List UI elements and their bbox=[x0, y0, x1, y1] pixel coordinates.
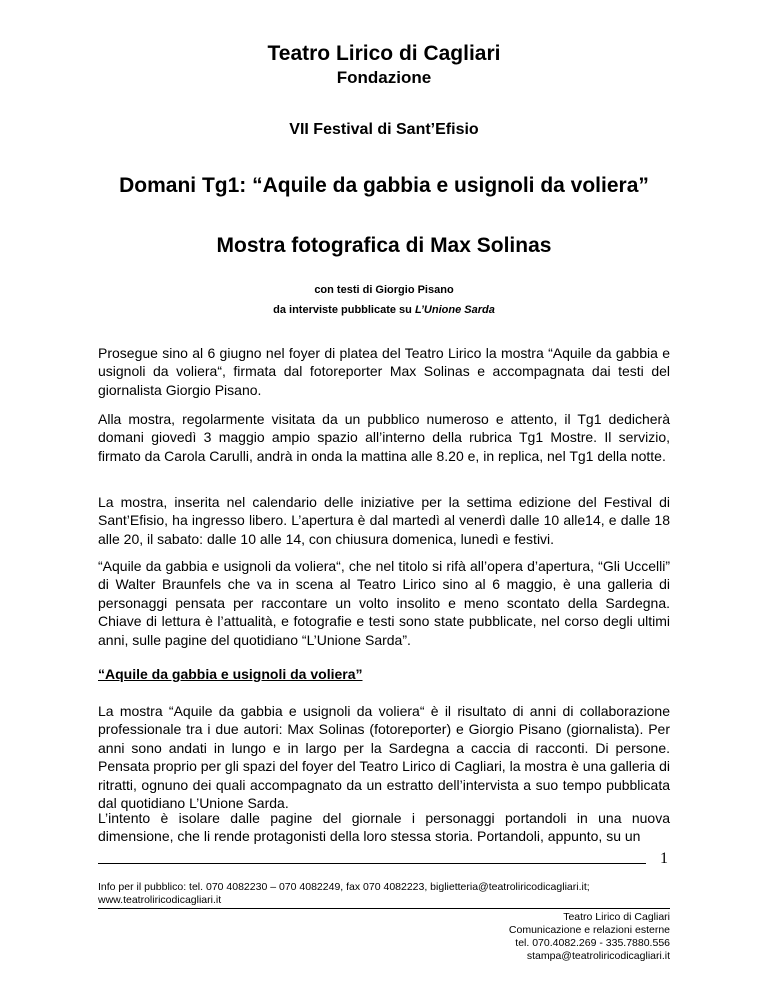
paragraph-4: “Aquile da gabbia e usignoli da voliera“, che nel titolo si rifà all’opera d’apertura, “Gli Uccelli” di Walter Braunfels che va in scena al Teatro Lirico sino al 6 maggio, è una galleria di personaggi pensata per raccontare un volto insolito e meno scontato della Sardegna. Chiave di lettura è l’attualità, e fotografie e testi sono state pubblicate, nel corso degli ultimi anni, sulle pagine del quotidiano “L’Unione Sarda”. bbox=[98, 558, 670, 648]
credit-line-2-prefix: da interviste pubblicate su bbox=[273, 304, 415, 316]
section-heading: “Aquile da gabbia e usignoli da voliera” bbox=[98, 666, 363, 682]
contact-organization: Teatro Lirico di Cagliari bbox=[563, 911, 670, 923]
footer-divider-top bbox=[98, 863, 646, 864]
paragraph-5: La mostra “Aquile da gabbia e usignoli da voliera“ è il risultato di anni di collaborazione professionale tra i due autori: Max Solinas (fotoreporter) e Giorgio Pisano (giornalista). Per anni sono andati in lungo e in largo per la Sardegna a caccia di racconti. Di persone. Pensata proprio per gli spazi del foyer del Teatro Lirico di Cagliari, la mostra è una galleria di ritratti, ognuno dei quali accompagnato da un estratto dell’intervista a suo tempo pubblicata dal quotidiano L’Unione Sarda. bbox=[98, 703, 670, 812]
contact-email[interactable]: stampa@teatroliricodicagliari.it bbox=[526, 950, 670, 962]
footer-info-line-1: Info per il pubblico: tel. 070 4082230 – 070 4082249, fax 070 4082223, biglietteria@teatroliricodicagliari.it; bbox=[98, 881, 590, 893]
contact-department: Comunicazione e relazioni esterne bbox=[508, 924, 670, 936]
organization-subtitle: Fondazione bbox=[336, 68, 432, 87]
footer-website[interactable]: www.teatroliricodicagliari.it bbox=[98, 894, 222, 906]
press-release-title: Domani Tg1: “Aquile da gabbia e usignoli da voliera” bbox=[119, 174, 649, 197]
festival-title: VII Festival di Sant’Efisio bbox=[289, 121, 479, 138]
footer-info bbox=[98, 881, 670, 907]
paragraph-2: Alla mostra, regolarmente visitata da un pubblico numeroso e attento, il Tg1 dedicherà domani giovedì 3 maggio ampio spazio all’interno della rubrica Tg1 Mostre. Il servizio, firmato da Carola Carulli, andrà in onda la mattina alle 8.20 e, in replica, nel Tg1 della notte. bbox=[98, 411, 670, 464]
credit-newspaper-name: L’Unione Sarda bbox=[414, 304, 495, 316]
paragraph-3: La mostra, inserita nel calendario delle iniziative per la settima edizione del Festival di Sant’Efisio, ha ingresso libero. L’apertura è dal martedì al venerdì dalle 10 alle14, e dalle 18 alle 20, il sabato: dalle 10 alle 14, con chiusura domenica, lunedì e festivi. bbox=[98, 494, 670, 547]
contact-telephone: tel. 070.4082.269 - 335.7880.556 bbox=[515, 937, 670, 949]
page-number: 1 bbox=[660, 850, 668, 867]
paragraph-6: L’intento è isolare dalle pagine del giornale i personaggi portandoli in una nuova dimensione, che li rende protagonisti della loro stessa storia. Portandoli, appunto, su un bbox=[98, 810, 670, 845]
exhibit-title: Mostra fotografica di Max Solinas bbox=[216, 234, 552, 257]
organization-title: Teatro Lirico di Cagliari bbox=[267, 42, 501, 65]
credit-line-1: con testi di Giorgio Pisano bbox=[314, 284, 454, 296]
credit-line-2 bbox=[0, 304, 768, 316]
footer-contact bbox=[509, 911, 670, 963]
footer-divider-bottom bbox=[98, 908, 670, 909]
paragraph-1: Prosegue sino al 6 giugno nel foyer di platea del Teatro Lirico la mostra “Aquile da gabbia e usignoli da voliera“, firmata dal fotoreporter Max Solinas e accompagnata dai testi del giornalista Giorgio Pisano. bbox=[98, 345, 670, 398]
